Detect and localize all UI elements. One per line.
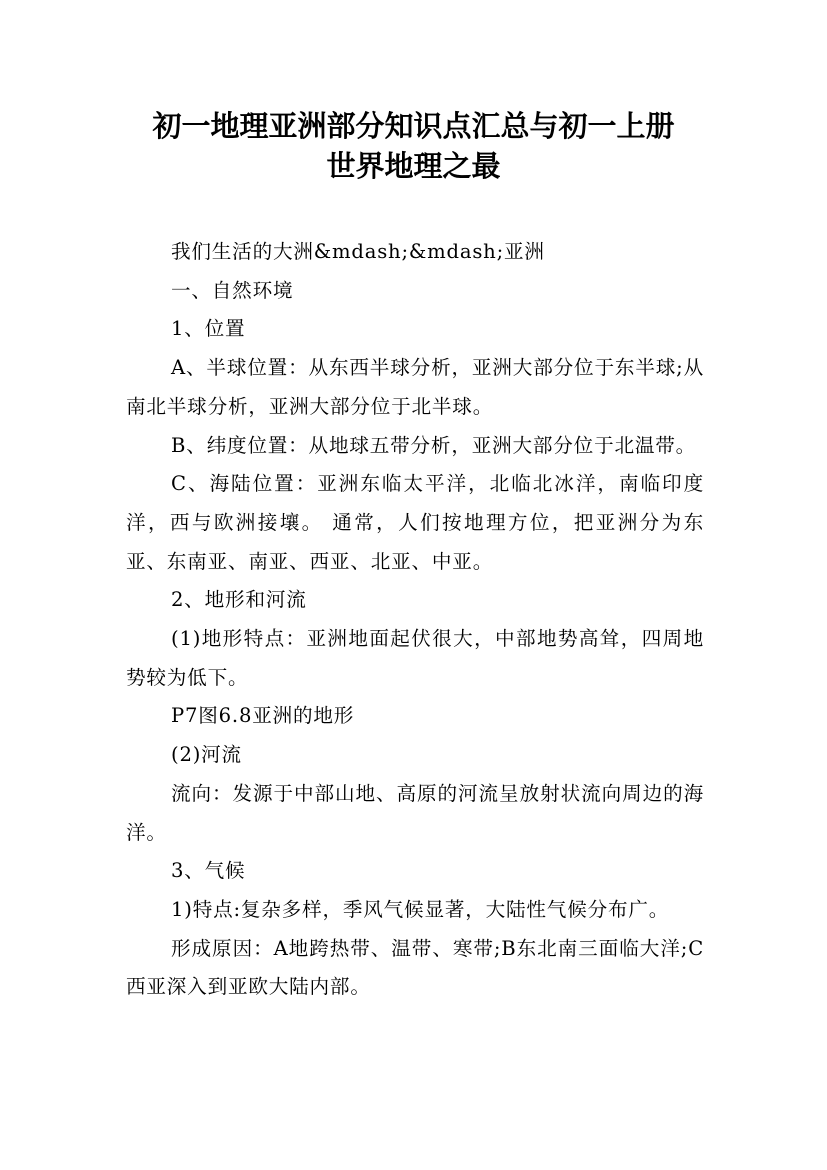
document-title-line-2: 世界地理之最 [326,149,501,183]
paragraph-latitude-position: B、纬度位置：从地球五带分析，亚洲大部分位于北温带。 [171,433,697,457]
document-title-line-1: 初一地理亚洲部分知识点汇总与初一上册 [152,109,675,143]
subsection-heading-terrain-rivers: 2、地形和河流 [171,588,307,612]
paragraph-figure-reference: P7图6.8亚洲的地形 [171,704,355,728]
document-body [126,233,704,1007]
paragraph-terrain-features: (1)地形特点：亚洲地面起伏很大，中部地势高耸，四周地势较为低下。 [126,627,704,689]
paragraph-river-direction: 流向：发源于中部山地、高原的河流呈放射状流向周边的海洋。 [126,781,704,844]
paragraph-land-sea-position: C、海陆位置：亚洲东临太平洋，北临北冰洋，南临印度洋，西与欧洲接壤。 通常，人们按地理方位，把亚洲分为东亚、东南亚、南亚、西亚、北亚、中亚。 [126,472,704,573]
paragraph-climate-features: 1)特点:复杂多样，季风气候显著，大陆性气候分布广。 [171,897,670,921]
paragraph-hemisphere-position: A、半球位置：从东西半球分析，亚洲大部分位于东半球;从南北半球分析，亚洲大部分位于北半球。 [126,356,704,418]
subsection-heading-climate: 3、气候 [171,859,246,883]
paragraph-intro: 我们生活的大洲&mdash;&mdash;亚洲 [171,240,545,263]
subsection-heading-rivers: (2)河流 [171,743,242,767]
section-heading-natural-environment: 一、自然环境 [171,278,294,302]
subsection-heading-location: 1、位置 [171,317,246,341]
paragraph-climate-causes: 形成原因：A地跨热带、温带、寒带;B东北南三面临大洋;C西亚深入到亚欧大陆内部。 [126,936,704,999]
